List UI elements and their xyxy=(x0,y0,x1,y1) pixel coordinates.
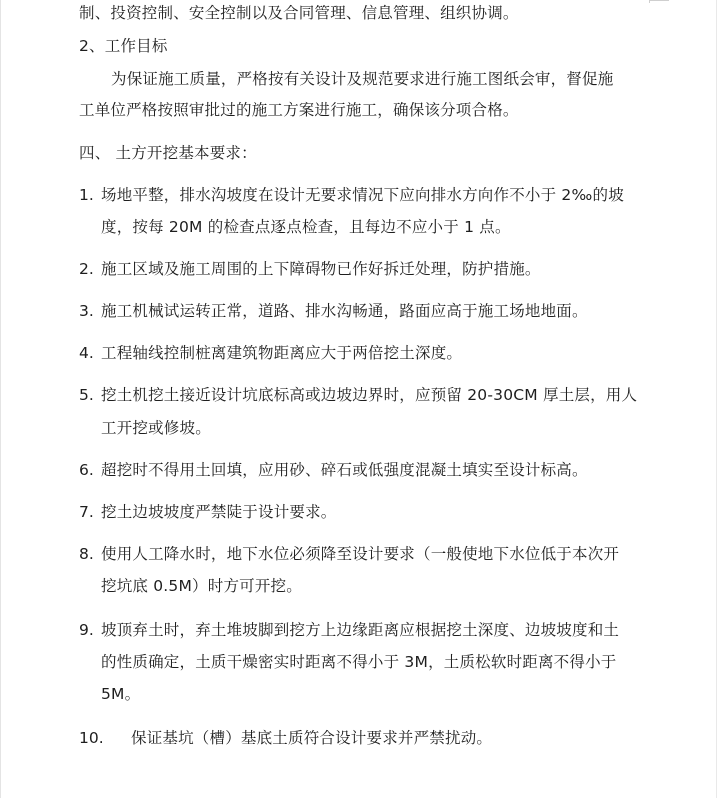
list-item-text: 的性质确定，土质干燥密实时距离不得小于 3M，土质松软时距离不得小于 xyxy=(101,653,617,671)
page-edge-right xyxy=(716,0,717,798)
list-item-text: 施工区域及施工周围的上下障碍物已作好拆迁处理，防护措施。 xyxy=(101,260,541,278)
list-item-text: 5M。 xyxy=(101,685,141,703)
page-edge-left xyxy=(0,0,1,798)
list-item-number: 2. xyxy=(79,260,94,278)
list-item-text: 坡顶弃土时，弃土堆坡脚到挖方上边缘距离应根据挖土深度、边坡坡度和土 xyxy=(101,621,620,639)
list-item-number: 7. xyxy=(79,503,94,521)
list-item-number: 9. xyxy=(79,621,94,639)
list-item-number: 1. xyxy=(79,186,94,204)
section-2-heading: 2、工作目标 xyxy=(79,37,168,55)
list-item-text: 工开挖或修坡。 xyxy=(101,419,211,437)
list-item-number: 3. xyxy=(79,302,94,320)
list-item-text: 度，按每 20M 的检查点逐点检查，且每边不应小于 1 点。 xyxy=(101,218,511,236)
list-item-text: 超挖时不得用土回填，应用砂、碎石或低强度混凝土填实至设计标高。 xyxy=(101,461,588,479)
list-item-number: 5. xyxy=(79,386,94,404)
intro-tail-text: 制、投资控制、安全控制以及合同管理、信息管理、组织协调。 xyxy=(79,4,519,22)
page-corner-mark xyxy=(649,0,669,3)
list-item-text: 挖土边坡坡度严禁陡于设计要求。 xyxy=(101,503,337,521)
section-2-paragraph-line-1: 为保证施工质量，严格按有关设计及规范要求进行施工图纸会审，督促施 xyxy=(111,70,614,88)
page-corner-mark-vertical xyxy=(649,0,650,3)
section-4-heading: 四、 土方开挖基本要求： xyxy=(79,144,257,162)
list-item-text: 施工机械试运转正常，道路、排水沟畅通，路面应高于施工场地地面。 xyxy=(101,302,588,320)
list-item-text: 场地平整，排水沟坡度在设计无要求情况下应向排水方向作不小于 2‰的坡 xyxy=(101,186,624,204)
list-item-text: 工程轴线控制桩离建筑物距离应大于两倍挖土深度。 xyxy=(101,344,463,362)
list-item-text: 挖土机挖土接近设计坑底标高或边坡边界时，应预留 20-30CM 厚土层，用人 xyxy=(101,386,638,404)
list-item-number: 6. xyxy=(79,461,94,479)
list-item-number: 8. xyxy=(79,545,94,563)
list-item-text: 挖坑底 0.5M）时方可开挖。 xyxy=(101,577,302,595)
list-item-number: 4. xyxy=(79,344,94,362)
list-item-text: 保证基坑（槽）基底土质符合设计要求并严禁扰动。 xyxy=(131,729,493,747)
section-2-paragraph-line-2: 工单位严格按照审批过的施工方案进行施工，确保该分项合格。 xyxy=(79,101,519,119)
list-item-text: 使用人工降水时，地下水位必须降至设计要求（一般使地下水位低于本次开 xyxy=(101,545,620,563)
list-item-number: 10. xyxy=(79,729,104,747)
